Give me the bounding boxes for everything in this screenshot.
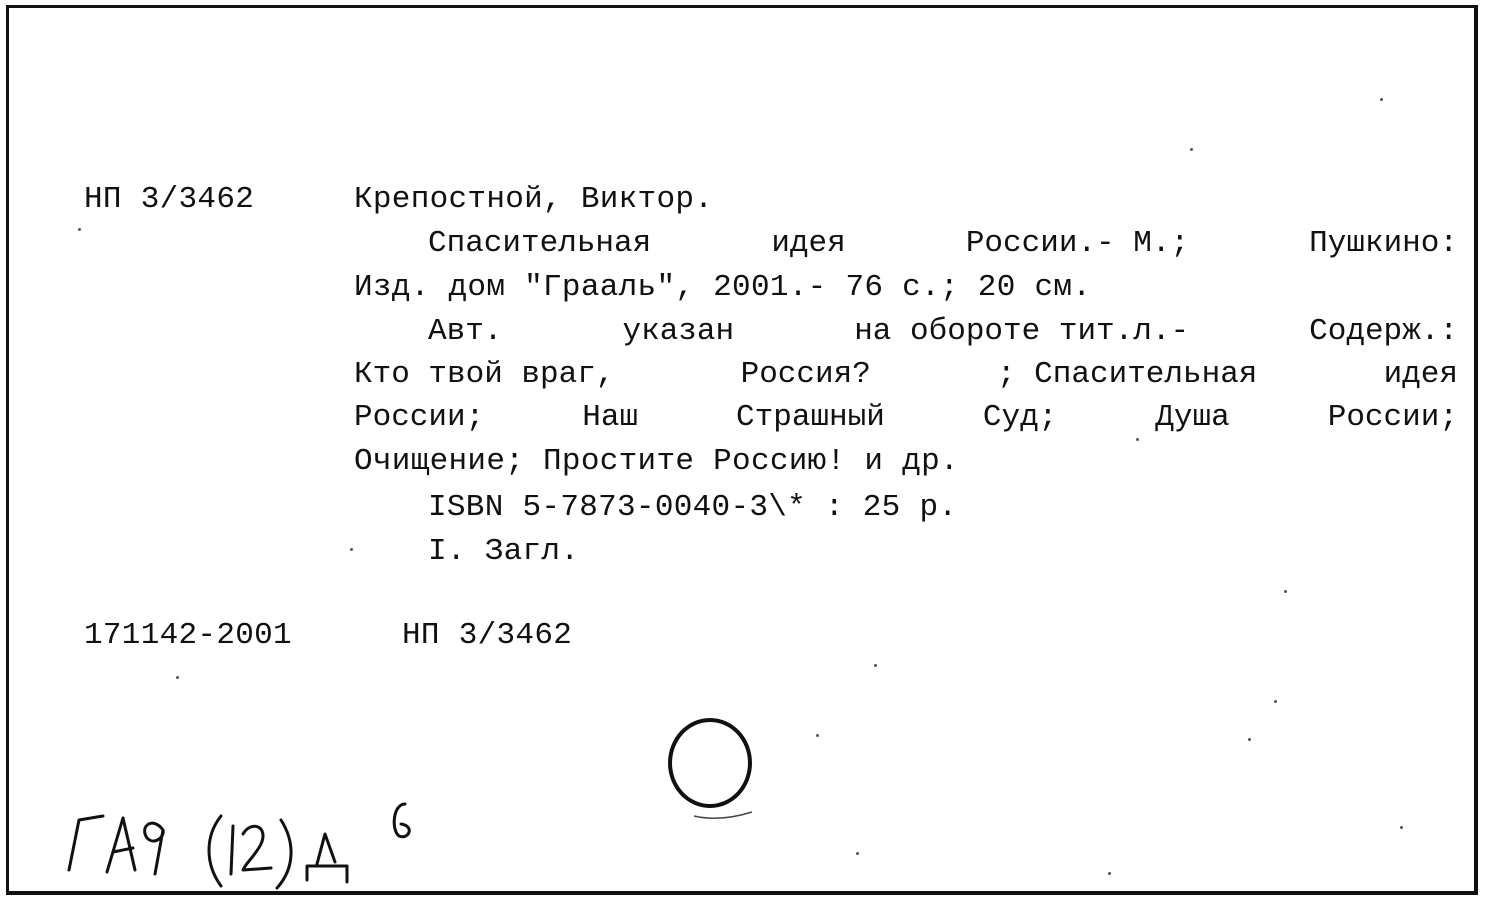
scan-speck	[1400, 826, 1403, 829]
note-word: Россия?	[740, 357, 871, 392]
note-word: России;	[1327, 400, 1458, 435]
scan-speck	[1274, 700, 1277, 703]
tracing-line: I. Загл.	[428, 534, 580, 569]
note-word: Наш	[582, 400, 639, 435]
note-word: России;	[354, 400, 485, 435]
note-word: Содерж.:	[1309, 314, 1458, 349]
note-line-3	[354, 396, 1458, 440]
scan-speck	[1248, 738, 1251, 741]
note-line-1	[428, 310, 1458, 354]
note-word: Авт.	[428, 314, 503, 349]
scan-speck	[78, 228, 81, 231]
note-word: Суд;	[982, 400, 1058, 435]
title-word: идея	[771, 226, 846, 261]
title-word: Спасительная	[428, 226, 652, 261]
scan-speck	[176, 676, 179, 679]
scan-speck	[816, 734, 819, 737]
scan-speck	[874, 664, 877, 667]
scan-speck	[1136, 438, 1139, 441]
note-word: на обороте тит.л.-	[854, 314, 1190, 349]
author-heading: Крепостной, Виктор.	[354, 182, 714, 217]
record-number: 171142-2001	[84, 618, 292, 653]
title-statement-line-1	[428, 222, 1458, 266]
call-number: НП 3/3462	[84, 182, 255, 217]
scan-speck	[350, 548, 353, 551]
scan-speck	[1108, 872, 1111, 875]
note-word: ; Спасительная	[996, 357, 1258, 392]
call-number-bottom: НП 3/3462	[402, 618, 573, 653]
title-word: Пушкино:	[1309, 226, 1458, 261]
note-word: идея	[1383, 357, 1458, 392]
note-word: Страшный	[736, 400, 885, 435]
isbn-line: ISBN 5-7873-0040-3\* : 25 р.	[428, 490, 958, 525]
handwritten-shelf-mark	[55, 790, 435, 890]
title-word: России.- М.;	[965, 226, 1190, 261]
scan-speck	[1380, 98, 1383, 101]
note-word: указан	[622, 314, 735, 349]
note-line-4: Очищение; Простите Россию! и др.	[354, 444, 959, 479]
punch-hole	[668, 718, 752, 808]
punch-hole-shadow	[690, 808, 760, 822]
note-line-2	[354, 353, 1458, 397]
scan-speck	[1190, 148, 1193, 151]
scan-speck	[1284, 590, 1287, 593]
publication-line: Изд. дом "Грааль", 2001.- 76 с.; 20 см.	[354, 270, 1092, 305]
note-word: Душа	[1155, 400, 1230, 435]
scan-speck	[856, 852, 859, 855]
note-word: Кто твой враг,	[354, 357, 615, 392]
